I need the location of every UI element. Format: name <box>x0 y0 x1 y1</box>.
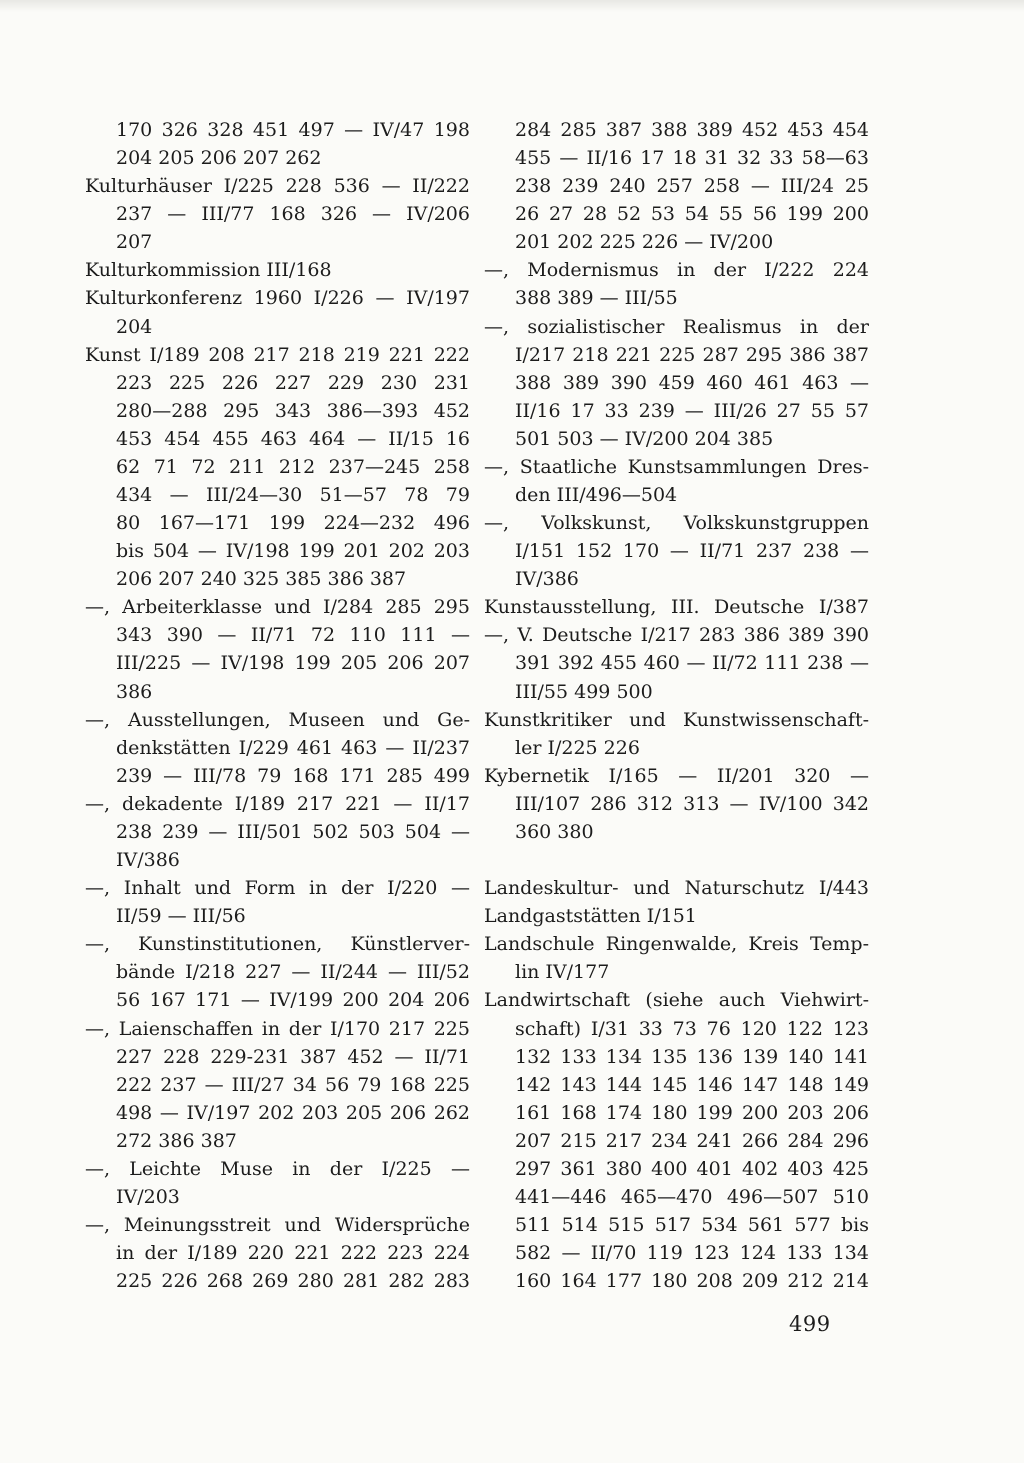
index-entry-line: in der I/189 220 221 222 223 224 <box>116 1242 470 1265</box>
index-entry-line: 386 <box>116 680 153 703</box>
page-number: 499 <box>789 1312 831 1336</box>
index-entry-line: 501 503 — IV/200 204 385 <box>515 427 774 450</box>
index-entry-line: —, Leichte Muse in der I/225 — <box>85 1157 470 1180</box>
index-entry-line: —, V. Deutsche I/217 283 386 389 390 <box>484 624 869 647</box>
index-entry-line: —, Laienschaffen in der I/170 217 225 <box>85 1017 470 1040</box>
index-entry-line: denkstätten I/229 461 463 — II/237 <box>116 736 470 759</box>
index-entry-line: 204 <box>116 315 153 338</box>
index-entry-line: 284 285 387 388 389 452 453 454 <box>515 119 869 141</box>
index-entry-line: 582 — II/70 119 123 124 133 134 <box>515 1242 869 1265</box>
index-entry-line: —, Modernismus in der I/222 224 <box>484 259 869 282</box>
index-entry-line: 160 164 177 180 208 209 212 214 <box>515 1270 869 1293</box>
index-entry-line: III/107 286 312 313 — IV/100 342 <box>515 792 869 815</box>
index-entry-line: Landgaststätten I/151 <box>484 905 697 928</box>
index-entry-line: 237 — III/77 168 326 — IV/206 <box>116 203 470 226</box>
index-entry-line: II/59 — III/56 <box>116 905 246 928</box>
index-entry-line: Kulturkonferenz 1960 I/226 — IV/197 <box>85 287 470 310</box>
index-entry-line: Kunst I/189 208 217 218 219 221 222 <box>85 343 470 366</box>
index-entry-line: —, Inhalt und Form in der I/220 — <box>85 877 470 900</box>
index-entry-line: Landwirtschaft (siehe auch Viehwirt- <box>484 989 869 1012</box>
index-entry-line: IV/386 <box>515 568 579 591</box>
index-entry-line: —, Arbeiterklasse und I/284 285 295 <box>85 596 470 619</box>
index-entry-line: IV/203 <box>116 1185 180 1208</box>
index-entry-line: IV/386 <box>116 849 180 872</box>
index-entry-line: 227 228 229-231 387 452 — II/71 <box>116 1045 470 1068</box>
entry-group-gap <box>484 846 869 874</box>
index-entry-line: 132 133 134 135 136 139 140 141 <box>515 1045 869 1068</box>
index-entry-line: 161 168 174 180 199 200 203 206 <box>515 1101 869 1124</box>
index-entry-line: 56 167 171 — IV/199 200 204 206 <box>116 989 470 1012</box>
index-entry-line: —, Meinungsstreit und Widersprüche <box>85 1214 470 1237</box>
index-entry-line: 26 27 28 52 53 54 55 56 199 200 <box>515 203 869 226</box>
index-entry-line: —, sozialistischer Realismus in der <box>484 315 869 338</box>
index-entry-line: 207 215 217 234 241 266 284 296 <box>515 1129 869 1152</box>
index-entry-line: 360 380 <box>515 820 594 843</box>
index-entry-line: Kunstausstellung, III. Deutsche I/387 <box>484 596 869 619</box>
index-entry-line: lin IV/177 <box>515 961 610 984</box>
index-entry-line: 225 226 268 269 280 281 282 283 <box>116 1270 470 1293</box>
index-entry-line: ler I/225 226 <box>515 736 640 759</box>
index-entry-line: 170 326 328 451 497 — IV/47 198 <box>116 119 470 141</box>
index-entry-line: 142 143 144 145 146 147 148 149 <box>515 1073 869 1096</box>
index-entry-line: —, Volkskunst, Volkskunstgruppen <box>484 512 869 535</box>
index-entry-line: III/55 499 500 <box>515 680 653 703</box>
index-entry-line: schaft) I/31 33 73 76 120 122 123 <box>515 1017 869 1040</box>
index-entry-line: 204 205 206 207 262 <box>116 147 322 170</box>
index-entry-line: 511 514 515 517 534 561 577 bis <box>515 1214 869 1237</box>
index-entry-line: Kunstkritiker und Kunstwissenschaft- <box>484 708 869 731</box>
scan-edge <box>0 0 1024 12</box>
index-column-left <box>85 116 470 1295</box>
index-entry-line: —, dekadente I/189 217 221 — II/17 <box>85 792 470 815</box>
index-entry-line: bis 504 — IV/198 199 201 202 203 <box>116 540 470 563</box>
index-entry-line: bände I/218 227 — II/244 — III/52 <box>116 961 470 984</box>
index-entry-line: 297 361 380 400 401 402 403 425 <box>515 1157 869 1180</box>
index-entry-line: 201 202 225 226 — IV/200 <box>515 231 774 254</box>
index-entry-line: Kybernetik I/165 — II/201 320 — <box>484 764 869 787</box>
index-entry-line: Kulturhäuser I/225 228 536 — II/222 <box>85 175 470 198</box>
index-entry-line: 455 — II/16 17 18 31 32 33 58—63 <box>515 147 869 170</box>
index-entry-line: 453 454 455 463 464 — II/15 16 <box>116 427 470 450</box>
index-entry-line: Landschule Ringenwalde, Kreis Temp- <box>484 933 869 956</box>
index-entry-line: —, Staatliche Kunstsammlungen Dres- <box>484 455 869 478</box>
index-entry-line: —, Kunstinstitutionen, Künstlerver- <box>85 933 470 956</box>
index-entry-line: —, Ausstellungen, Museen und Ge- <box>85 708 470 731</box>
index-entry-line: 391 392 455 460 — II/72 111 238 — <box>515 652 869 675</box>
index-entry-line: den III/496—504 <box>515 484 678 507</box>
index-entry-line: II/16 17 33 239 — III/26 27 55 57 <box>515 399 869 422</box>
index-entry-line: 206 207 240 325 385 386 387 <box>116 568 407 591</box>
index-entry-line: III/225 — IV/198 199 205 206 207 <box>116 652 470 675</box>
index-column-right <box>484 116 869 1295</box>
index-entry-line: I/151 152 170 — II/71 237 238 — <box>515 540 869 563</box>
index-entry-line: Landeskultur- und Naturschutz I/443 <box>484 877 869 900</box>
index-entry-line: 498 — IV/197 202 203 205 206 262 <box>116 1101 470 1124</box>
index-entry-line: 207 <box>116 231 153 254</box>
index-entry-line: 280—288 295 343 386—393 452 <box>116 399 470 422</box>
index-entry-line: Kulturkommission III/168 <box>85 259 332 282</box>
index-entry-line: 62 71 72 211 212 237—245 258 <box>116 455 470 478</box>
index-entry-line: 343 390 — II/71 72 110 111 — <box>116 624 470 647</box>
index-entry-line: 434 — III/24—30 51—57 78 79 <box>116 484 470 507</box>
index-entry-line: 388 389 — III/55 <box>515 287 678 310</box>
index-entry-line: 441—446 465—470 496—507 510 <box>515 1185 869 1208</box>
index-entry-line: 272 386 387 <box>116 1129 237 1152</box>
index-entry-line: 238 239 240 257 258 — III/24 25 <box>515 175 869 198</box>
index-entry-line: 222 237 — III/27 34 56 79 168 225 <box>116 1073 470 1096</box>
index-entry-line: 388 389 390 459 460 461 463 — <box>515 371 869 394</box>
index-entry-line: 238 239 — III/501 502 503 504 — <box>116 820 470 843</box>
index-entry-line: 80 167—171 199 224—232 496 <box>116 512 470 535</box>
index-entry-line: 239 — III/78 79 168 171 285 499 <box>116 764 470 787</box>
index-entry-line: I/217 218 221 225 287 295 386 387 <box>515 343 869 366</box>
index-entry-line: 223 225 226 227 229 230 231 <box>116 371 470 394</box>
